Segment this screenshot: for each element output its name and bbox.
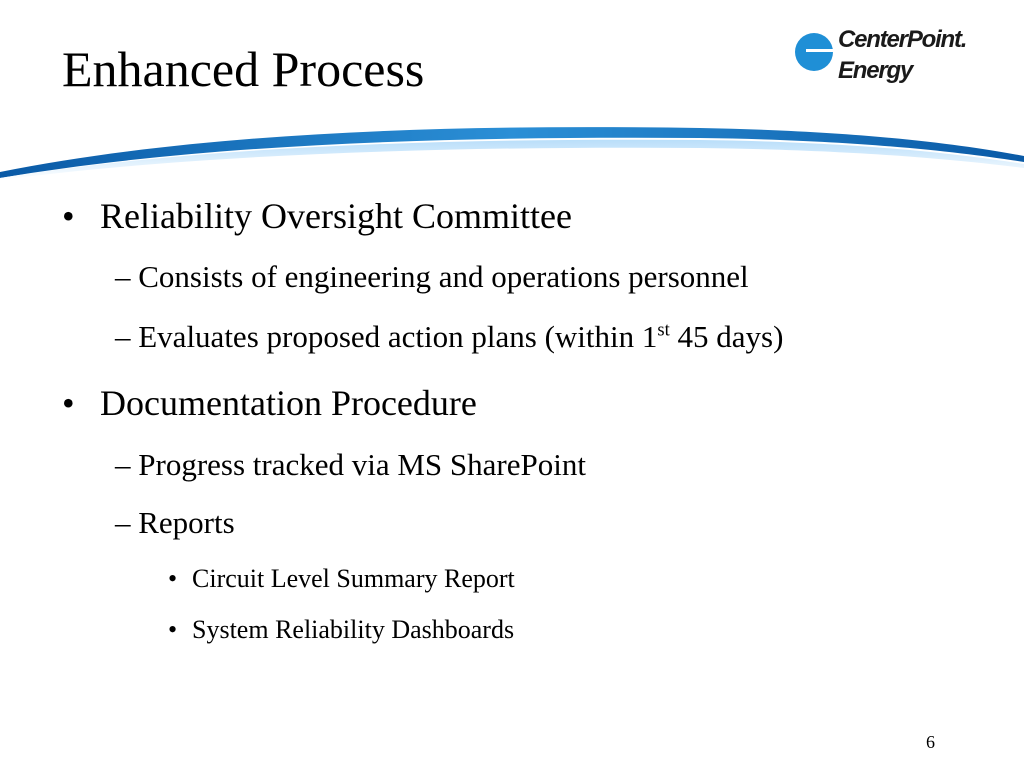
bullet-text: – Progress tracked via MS SharePoint	[115, 447, 586, 482]
bullet-text: – Evaluates proposed action plans (within 1	[115, 319, 658, 354]
ordinal-suffix: st	[657, 319, 670, 341]
bullet-dot: •	[62, 196, 75, 236]
bullet-text: System Reliability Dashboards	[192, 615, 515, 644]
bullet-level1	[62, 385, 477, 421]
slide-title: Enhanced Process	[62, 41, 425, 97]
bullet-dot: •	[62, 383, 75, 423]
bullet-text-tail: 45 days)	[669, 319, 784, 354]
bullet-level2	[115, 449, 586, 480]
bullet-level2	[115, 261, 749, 292]
bullet-level2	[115, 507, 235, 538]
bullet-level3	[168, 566, 515, 592]
logo-line-1: CenterPoint.	[838, 26, 967, 53]
bullet-dot: •	[168, 564, 178, 593]
page-number: 6	[926, 732, 935, 752]
bullet-text: – Consists of engineering and operations personnel	[115, 259, 749, 294]
bullet-text: – Reports	[115, 505, 235, 540]
centerpoint-circle-logo-icon	[794, 32, 834, 72]
centerpoint-energy-logo	[790, 22, 990, 94]
bullet-text: Reliability Oversight Committee	[100, 196, 572, 236]
bullet-level2	[115, 321, 783, 352]
title-swoosh-divider	[0, 110, 1024, 180]
bullet-text: Documentation Procedure	[100, 383, 477, 423]
logo-wordmark	[838, 24, 966, 86]
bullet-text: Circuit Level Summary Report	[192, 564, 515, 593]
bullet-level1	[62, 198, 572, 234]
bullet-level3	[168, 617, 514, 643]
bullet-dot: •	[168, 615, 178, 644]
logo-line-2: Energy	[838, 57, 913, 84]
